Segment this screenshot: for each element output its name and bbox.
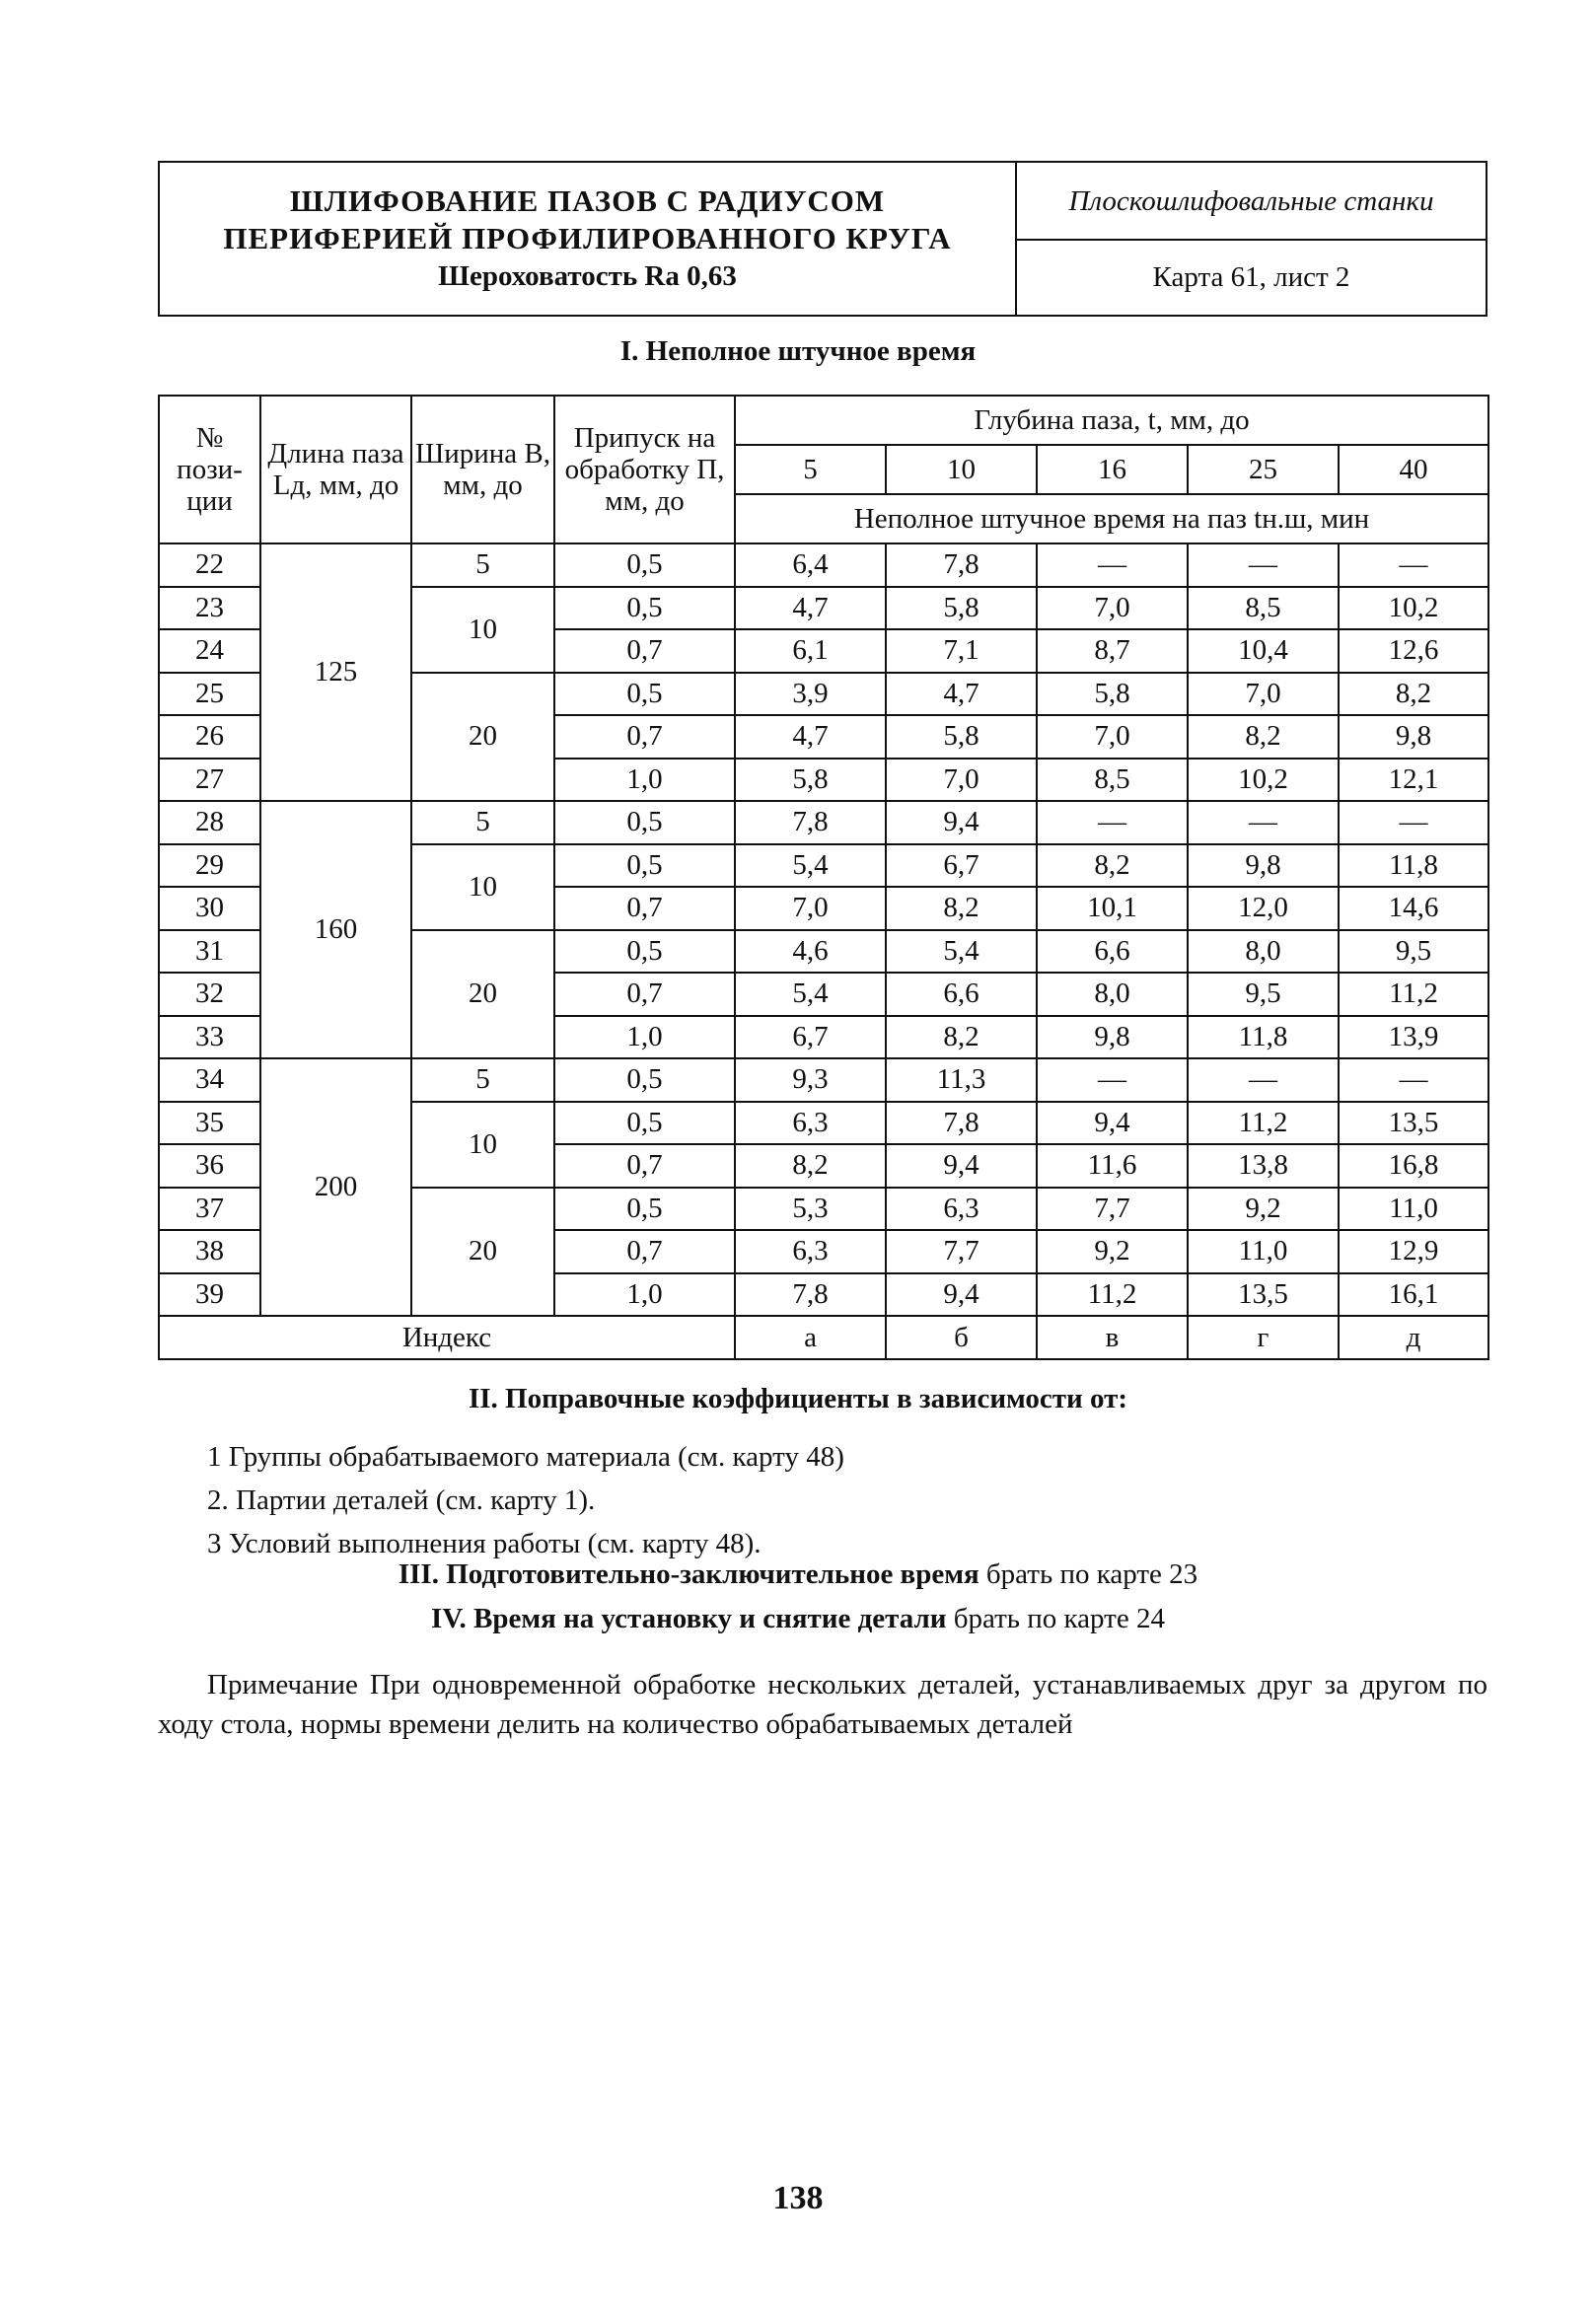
cell-time: 8,2 [886, 887, 1037, 930]
cell-time: 9,8 [1188, 844, 1339, 888]
cell-time: 9,4 [1037, 1102, 1188, 1145]
cell-time: 7,0 [1037, 587, 1188, 630]
cell-width: 10 [411, 1102, 554, 1188]
cell-allowance: 0,5 [554, 1058, 735, 1102]
cell-time: 10,2 [1188, 759, 1339, 802]
cell-position: 35 [159, 1102, 260, 1145]
cell-time: 5,4 [735, 844, 886, 888]
section-2-title: II. Поправочные коэффициенты в зависимости от: [468, 1383, 1127, 1414]
cell-length: 125 [260, 543, 411, 801]
cell-time: 6,1 [735, 629, 886, 673]
cell-time: 6,3 [735, 1102, 886, 1145]
note-paragraph: Примечание При одновременной обработке нескольких деталей, устанавливаемых друг за другом по ходу стола, нормы времени делить на количество обрабатываемых деталей [158, 1669, 1487, 1740]
cell-width: 5 [411, 543, 554, 587]
cell-time: 12,6 [1339, 629, 1488, 673]
cell-time: 11,8 [1188, 1016, 1339, 1059]
section-4-title: IV. Время на установку и снятие детали [431, 1603, 947, 1634]
page-number: 138 [772, 2180, 824, 2216]
cell-time: 12,9 [1339, 1230, 1488, 1273]
cell-time: 5,4 [735, 973, 886, 1016]
cell-time: 11,0 [1339, 1188, 1488, 1231]
cell-time: 11,2 [1188, 1102, 1339, 1145]
cell-time: 7,0 [886, 759, 1037, 802]
cell-time: — [1037, 801, 1188, 844]
cell-width: 5 [411, 1058, 554, 1102]
col-header-allowance: Припуск на обработку П, мм, до [554, 396, 735, 543]
cell-time: 8,5 [1188, 587, 1339, 630]
cell-time: 13,9 [1339, 1016, 1488, 1059]
cell-time: 9,4 [886, 1144, 1037, 1188]
cell-time: 9,5 [1188, 973, 1339, 1016]
cell-time: 7,7 [886, 1230, 1037, 1273]
header-title-line2: ПЕРИФЕРИЕЙ ПРОФИЛИРОВАННОГО КРУГА [223, 221, 952, 255]
index-value: г [1188, 1316, 1339, 1359]
cell-time: 12,1 [1339, 759, 1488, 802]
cell-time: 3,9 [735, 673, 886, 716]
cell-time: 9,5 [1339, 930, 1488, 974]
cell-width: 10 [411, 587, 554, 673]
cell-length: 200 [260, 1058, 411, 1316]
cell-position: 34 [159, 1058, 260, 1102]
cell-time: 5,8 [886, 587, 1037, 630]
cell-position: 22 [159, 543, 260, 587]
cell-position: 32 [159, 973, 260, 1016]
cell-allowance: 0,5 [554, 1102, 735, 1145]
cell-allowance: 0,7 [554, 887, 735, 930]
cell-time: 11,3 [886, 1058, 1037, 1102]
cell-time: 6,7 [735, 1016, 886, 1059]
section-3-text: брать по карте 23 [979, 1558, 1198, 1590]
col-header-length: Длина паза Lд, мм, до [260, 396, 411, 543]
cell-time: 14,6 [1339, 887, 1488, 930]
depth-16: 16 [1037, 445, 1188, 494]
correction-item: 1 Группы обрабатываемого материала (см. карту 48) [207, 1441, 844, 1473]
cell-time: 6,4 [735, 543, 886, 587]
cell-allowance: 0,7 [554, 629, 735, 673]
cell-time: 10,1 [1037, 887, 1188, 930]
cell-time: 4,6 [735, 930, 886, 974]
header-card-number: Карта 61, лист 2 [1152, 261, 1350, 293]
cell-time: — [1188, 801, 1339, 844]
cell-time: 13,8 [1188, 1144, 1339, 1188]
time-norms-table [158, 395, 1489, 1360]
table-body [159, 543, 1488, 1359]
table-row [159, 1058, 1488, 1102]
index-value: в [1037, 1316, 1188, 1359]
cell-time: 16,1 [1339, 1273, 1488, 1317]
cell-position: 26 [159, 715, 260, 759]
cell-time: — [1188, 543, 1339, 587]
cell-time: 9,4 [886, 1273, 1037, 1317]
cell-time: 5,3 [735, 1188, 886, 1231]
cell-width: 20 [411, 930, 554, 1059]
col-header-position: № пози-ции [159, 396, 260, 543]
section-4-text: брать по карте 24 [946, 1603, 1165, 1634]
cell-allowance: 0,5 [554, 1188, 735, 1231]
cell-time: 6,3 [735, 1230, 886, 1273]
corrections-list [207, 1435, 844, 1565]
cell-time: 12,0 [1188, 887, 1339, 930]
cell-allowance: 0,7 [554, 1144, 735, 1188]
cell-allowance: 0,5 [554, 930, 735, 974]
cell-position: 25 [159, 673, 260, 716]
cell-time: 7,8 [886, 1102, 1037, 1145]
cell-time: 5,8 [1037, 673, 1188, 716]
cell-time: 8,5 [1037, 759, 1188, 802]
depth-5: 5 [735, 445, 886, 494]
cell-position: 27 [159, 759, 260, 802]
cell-position: 31 [159, 930, 260, 974]
cell-time: 4,7 [886, 673, 1037, 716]
cell-time: 11,0 [1188, 1230, 1339, 1273]
cell-allowance: 1,0 [554, 1273, 735, 1317]
cell-time: 11,2 [1037, 1273, 1188, 1317]
cell-time: — [1188, 1058, 1339, 1102]
col-header-time: Неполное штучное время на паз tн.ш, мин [735, 494, 1488, 543]
cell-position: 30 [159, 887, 260, 930]
cell-time: 6,7 [886, 844, 1037, 888]
cell-time: 11,2 [1339, 973, 1488, 1016]
cell-time: 13,5 [1188, 1273, 1339, 1317]
index-value: а [735, 1316, 886, 1359]
cell-allowance: 0,7 [554, 715, 735, 759]
cell-position: 38 [159, 1230, 260, 1273]
cell-time: 9,2 [1037, 1230, 1188, 1273]
cell-time: 11,8 [1339, 844, 1488, 888]
cell-time: 9,3 [735, 1058, 886, 1102]
index-row [159, 1316, 1488, 1359]
section-3 [0, 1558, 1596, 1591]
cell-time: 8,7 [1037, 629, 1188, 673]
cell-allowance: 0,7 [554, 973, 735, 1016]
cell-width: 20 [411, 673, 554, 802]
cell-time: 4,7 [735, 715, 886, 759]
col-header-depth: Глубина паза, t, мм, до [735, 396, 1488, 445]
table-row [159, 801, 1488, 844]
col-header-width: Ширина В, мм, до [411, 396, 554, 543]
cell-time: 4,7 [735, 587, 886, 630]
cell-time: 7,7 [1037, 1188, 1188, 1231]
header-title-line1: ШЛИФОВАНИЕ ПАЗОВ С РАДИУСОМ [289, 183, 886, 218]
cell-time: — [1037, 543, 1188, 587]
correction-item: 3 Условий выполнения работы (см. карту 48). [207, 1528, 762, 1559]
cell-time: 5,8 [735, 759, 886, 802]
header-right-block [1017, 163, 1486, 315]
correction-item: 2. Партии деталей (см. карту 1). [207, 1484, 596, 1516]
cell-time: 11,6 [1037, 1144, 1188, 1188]
cell-time: — [1339, 1058, 1488, 1102]
header-title-block [160, 163, 1017, 315]
cell-time: 9,8 [1037, 1016, 1188, 1059]
cell-time: 7,0 [735, 887, 886, 930]
cell-time: 8,2 [735, 1144, 886, 1188]
index-label: Индекс [159, 1316, 735, 1359]
cell-time: 7,0 [1188, 673, 1339, 716]
cell-time: 7,8 [735, 1273, 886, 1317]
cell-position: 39 [159, 1273, 260, 1317]
cell-time: 9,4 [886, 801, 1037, 844]
header-machine-type: Плоскошлифовальные станки [1017, 163, 1486, 241]
cell-time: 5,8 [886, 715, 1037, 759]
section-1-title: I. Неполное штучное время [619, 335, 977, 367]
cell-width: 20 [411, 1188, 554, 1317]
cell-width: 5 [411, 801, 554, 844]
cell-position: 29 [159, 844, 260, 888]
cell-time: 8,2 [1339, 673, 1488, 716]
cell-time: — [1339, 801, 1488, 844]
cell-time: — [1339, 543, 1488, 587]
cell-time: 10,2 [1339, 587, 1488, 630]
cell-length: 160 [260, 801, 411, 1058]
cell-allowance: 0,5 [554, 844, 735, 888]
cell-allowance: 0,5 [554, 543, 735, 587]
depth-10: 10 [886, 445, 1037, 494]
cell-time: 6,6 [1037, 930, 1188, 974]
cell-time: 9,8 [1339, 715, 1488, 759]
cell-position: 23 [159, 587, 260, 630]
cell-time: — [1037, 1058, 1188, 1102]
cell-time: 7,1 [886, 629, 1037, 673]
cell-time: 8,0 [1188, 930, 1339, 974]
depth-40: 40 [1339, 445, 1488, 494]
section-4 [0, 1603, 1596, 1635]
cell-position: 24 [159, 629, 260, 673]
index-value: б [886, 1316, 1037, 1359]
cell-allowance: 1,0 [554, 759, 735, 802]
cell-position: 33 [159, 1016, 260, 1059]
cell-allowance: 1,0 [554, 1016, 735, 1059]
cell-time: 7,8 [735, 801, 886, 844]
cell-time: 5,4 [886, 930, 1037, 974]
cell-time: 10,4 [1188, 629, 1339, 673]
cell-allowance: 0,5 [554, 801, 735, 844]
header-roughness: Шероховатость Ra 0,63 [438, 260, 737, 292]
cell-time: 6,3 [886, 1188, 1037, 1231]
cell-time: 8,0 [1037, 973, 1188, 1016]
cell-time: 6,6 [886, 973, 1037, 1016]
cell-position: 36 [159, 1144, 260, 1188]
cell-time: 9,2 [1188, 1188, 1339, 1231]
cell-time: 13,5 [1339, 1102, 1488, 1145]
table-row [159, 543, 1488, 587]
cell-allowance: 0,5 [554, 673, 735, 716]
cell-allowance: 0,7 [554, 1230, 735, 1273]
cell-time: 16,8 [1339, 1144, 1488, 1188]
cell-time: 8,2 [1037, 844, 1188, 888]
section-3-title: III. Подготовительно-заключительное время [398, 1558, 979, 1590]
cell-time: 7,0 [1037, 715, 1188, 759]
cell-time: 8,2 [1188, 715, 1339, 759]
cell-width: 10 [411, 844, 554, 930]
cell-position: 28 [159, 801, 260, 844]
depth-25: 25 [1188, 445, 1339, 494]
cell-time: 8,2 [886, 1016, 1037, 1059]
cell-allowance: 0,5 [554, 587, 735, 630]
index-value: д [1339, 1316, 1488, 1359]
cell-position: 37 [159, 1188, 260, 1231]
cell-time: 7,8 [886, 543, 1037, 587]
card-header [158, 161, 1487, 317]
